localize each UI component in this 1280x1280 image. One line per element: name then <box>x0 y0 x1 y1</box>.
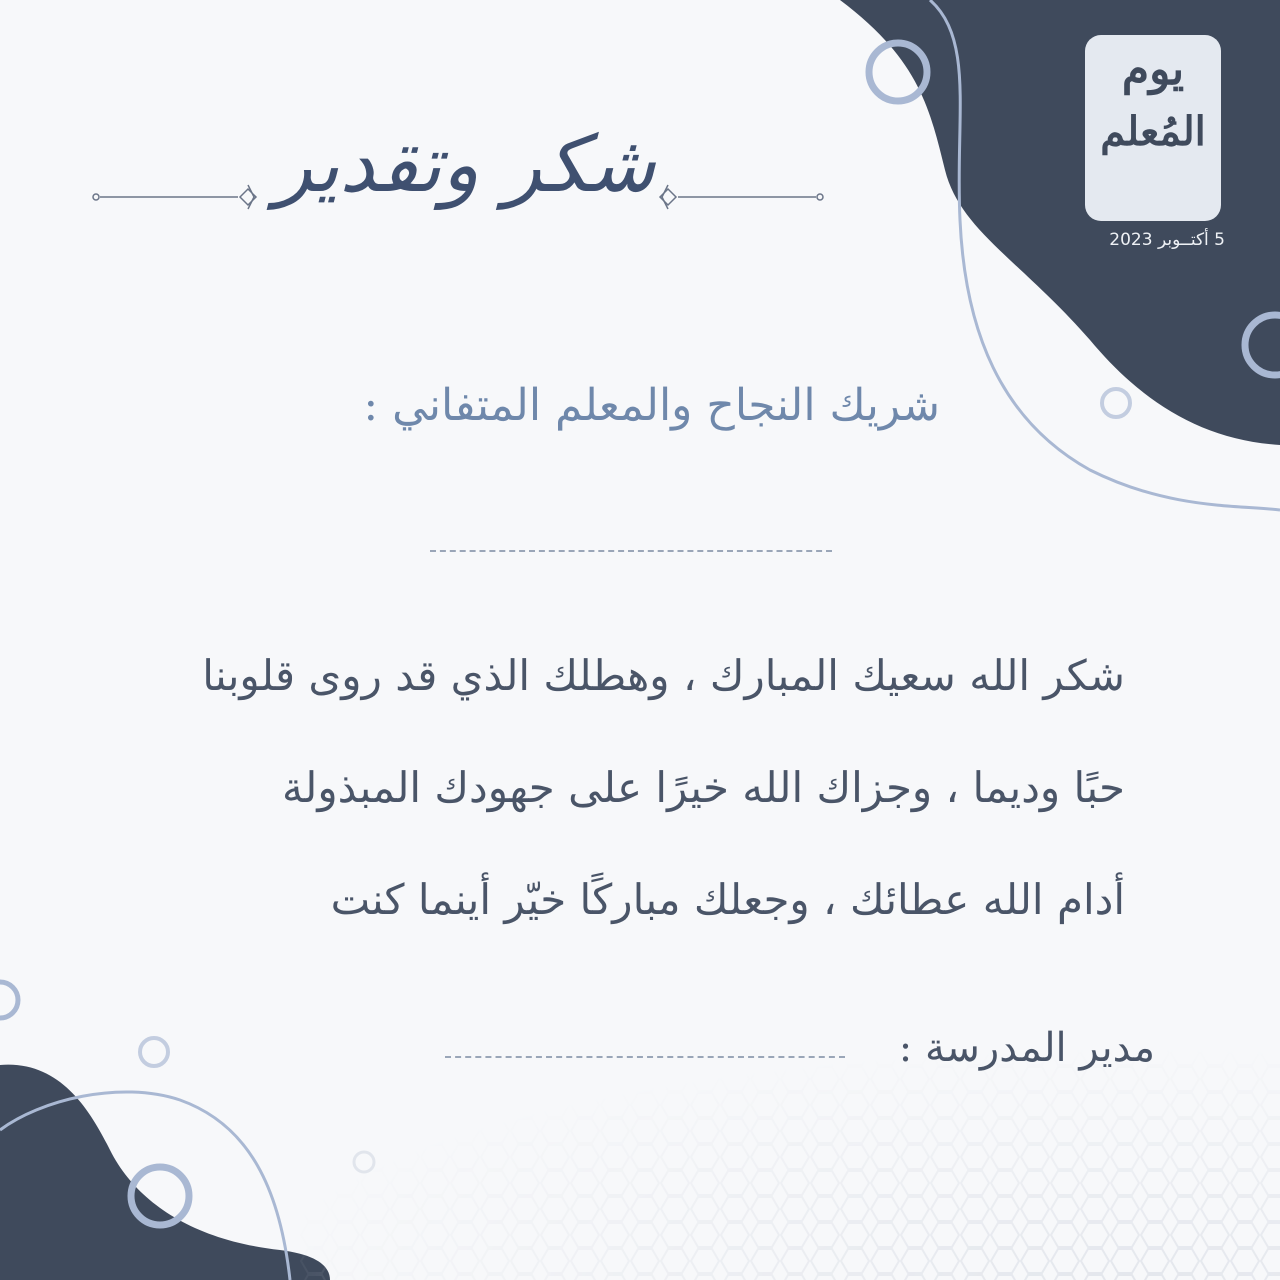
signature-label: مدير المدرسة : <box>898 1025 1155 1071</box>
ring-left-small <box>140 1038 168 1066</box>
recipient-heading: شريك النجاح والمعلم المتفاني : <box>363 380 940 431</box>
ring-left <box>0 982 18 1018</box>
logo-line-1: يوم <box>1121 44 1185 95</box>
message-line-2: حبًا وديما ، وجزاك الله خيرًا على جهودك المبذولة <box>282 763 1125 812</box>
signature-line <box>445 1056 845 1058</box>
logo-line-2: المُعلم <box>1100 108 1206 156</box>
message-line-3: أدام الله عطائك ، وجعلك مباركًا خيّر أينما كنت <box>330 875 1125 924</box>
logo-text <box>1093 44 1213 156</box>
thanks-message <box>150 620 1125 956</box>
date-label: 5 أكتــوبر 2023 <box>1109 230 1225 250</box>
teachers-day-logo <box>1085 35 1221 221</box>
recipient-name-line <box>430 550 832 552</box>
message-line-1: شكر الله سعيك المبارك ، وهطلك الذي قد روى قلوبنا <box>202 651 1125 700</box>
ring-right-small <box>1102 389 1130 417</box>
page-title: شكر وتقدير <box>274 120 656 210</box>
title-block <box>90 100 825 250</box>
